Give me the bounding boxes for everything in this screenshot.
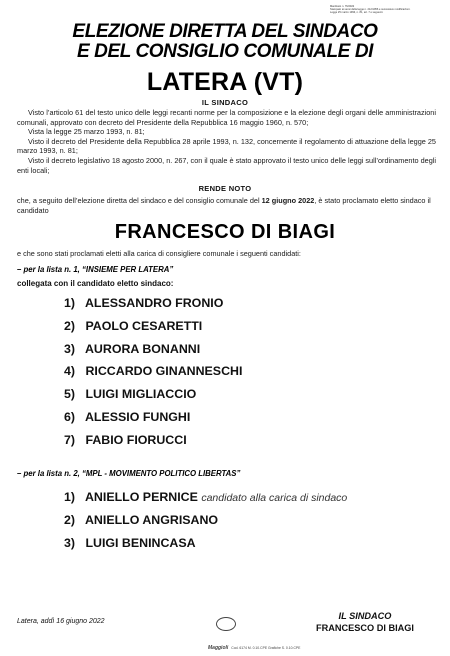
signature-block xyxy=(316,610,414,634)
candidate-name: LUIGI MIGLIACCIO xyxy=(85,387,197,402)
list-2-label: – per la lista n. 2, “MPL - MOVIMENTO POLITICO LIBERTAS” xyxy=(17,469,241,478)
proclamation-text xyxy=(17,196,436,215)
candidate-name: ALESSANDRO FRONIO xyxy=(84,296,224,310)
candidate-item xyxy=(64,386,242,409)
elected-mayor-name: FRANCESCO DI BIAGI xyxy=(114,221,336,243)
candidate-item xyxy=(64,489,347,512)
print-notice-line: Stampato ai sensi della legge n. 212/1956 e successive modificazioni. xyxy=(330,8,411,12)
candidate-number: 7) xyxy=(64,432,76,447)
candidate-item xyxy=(64,535,347,558)
proclamation-before: che, a seguito dell’elezione diretta del sindaco e del consiglio comunale del xyxy=(17,196,262,205)
candidate-number: 4) xyxy=(64,364,76,379)
preamble-paragraph: Visto il decreto del Presidente della Repubblica 28 aprile 1993, n. 132, concernente il regolamento di attuazione della legge 25 marzo 1993, n. 81; xyxy=(17,136,436,156)
print-notice xyxy=(330,5,442,14)
list-1-label: – per la lista n. 1, “INSIEME PER LATERA” xyxy=(17,265,174,274)
list-2-candidates xyxy=(64,489,347,557)
candidate-name: FABIO FIORUCCI xyxy=(85,432,187,447)
printer-imprint xyxy=(208,645,300,651)
candidate-name: PAOLO CESARETTI xyxy=(85,318,203,333)
candidate-item xyxy=(64,318,242,341)
candidate-number: 2) xyxy=(64,512,76,527)
candidate-number: 2) xyxy=(64,318,76,333)
print-notice-line: Manifesto n. 76/2022 xyxy=(330,5,355,8)
list-1-linked-note: collegata con il candidato eletto sindaco: xyxy=(17,279,174,288)
candidate-number: 3) xyxy=(64,341,76,356)
official-seal-stamp xyxy=(216,617,236,631)
proclamation-after: , è stato proclamato eletto sindaco il candidato xyxy=(17,196,431,215)
candidate-number: 1) xyxy=(64,490,76,504)
candidate-item xyxy=(64,432,242,455)
candidate-name: AURORA BONANNI xyxy=(84,341,201,356)
title-line-2: E DEL CONSIGLIO COMUNALE DI xyxy=(76,41,374,62)
candidate-item xyxy=(64,363,242,386)
candidate-note: candidato alla carica di sindaco xyxy=(201,492,348,504)
preamble-paragraph: Vista la legge 25 marzo 1993, n. 81; xyxy=(28,127,145,137)
printer-code: Cod. 6174 M. 0.10.CPE Grafiche S. 0.10.CPE xyxy=(231,646,301,650)
candidate-number: 3) xyxy=(64,535,76,550)
title-line-1: ELEZIONE DIRETTA DEL SINDACO xyxy=(72,21,378,42)
rende-noto-heading: RENDE NOTO xyxy=(198,184,252,193)
candidate-item xyxy=(64,295,242,318)
printer-logo: Maggioli xyxy=(208,645,229,651)
print-notice-line: Legge 25 marzo 1993, n. 81, art. 7 e seguenti. xyxy=(330,11,384,15)
election-date: 12 giugno 2022 xyxy=(261,196,315,205)
issuer-heading: IL SINDACO xyxy=(201,98,249,107)
list-1-candidates xyxy=(64,295,242,455)
candidate-number: 6) xyxy=(64,409,76,424)
candidate-name: ALESSIO FUNGHI xyxy=(84,409,191,424)
candidate-number: 1) xyxy=(64,296,76,310)
preamble-paragraph: Visto il decreto legislativo 18 agosto 2000, n. 267, con il quale è stato approvato il testo unico delle leggi sull’ordinamento degli enti locali; xyxy=(17,155,436,175)
candidate-item xyxy=(64,409,242,432)
candidate-name: LUIGI BENINCASA xyxy=(85,535,196,550)
candidate-number: 5) xyxy=(64,387,76,402)
document-title xyxy=(0,22,450,62)
preamble-paragraph: Visto l’articolo 61 del testo unico delle leggi recanti norme per la composizione e la elezione degli organi delle amministrazioni comunali, approvato con decreto del Presidente della Repubblica 16 maggio 1960, n. 570; xyxy=(17,108,436,127)
candidate-item xyxy=(64,341,242,364)
signature-name: FRANCESCO DI BIAGI xyxy=(315,623,414,633)
signature-role: IL SINDACO xyxy=(338,611,392,621)
candidate-item xyxy=(64,512,347,535)
councillors-intro: e che sono stati proclamati eletti alla carica di consigliere comunale i seguenti candidati: xyxy=(17,249,301,258)
candidate-name: RICCARDO GINANNESCHI xyxy=(85,364,243,379)
preamble xyxy=(17,108,436,175)
town-name: LATERA (VT) xyxy=(146,68,304,96)
place-and-date: Latera, addì 16 giugno 2022 xyxy=(17,618,105,625)
candidate-name: ANIELLO ANGRISANO xyxy=(84,512,219,527)
candidate-name: ANIELLO PERNICE xyxy=(84,490,198,504)
